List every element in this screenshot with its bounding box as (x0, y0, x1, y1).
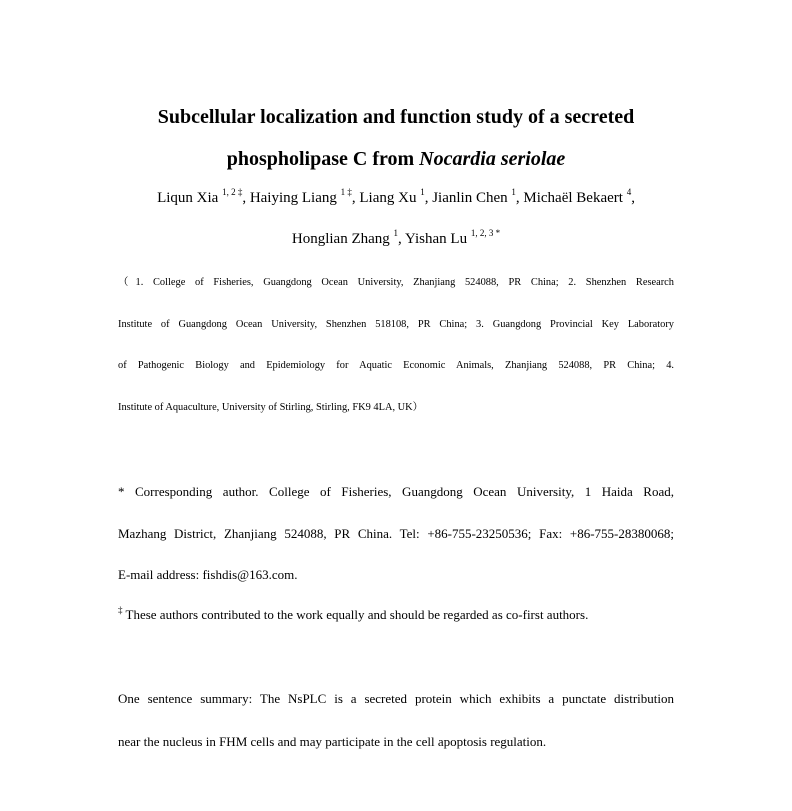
equal-contribution-note (118, 604, 674, 622)
author-affiliation-marks: 1, 2 ‡ (222, 187, 243, 197)
author-name: Liqun Xia (157, 190, 219, 206)
author-list-line-1 (0, 187, 792, 206)
affiliation-line-2: Institute of Guangdong Ocean University, Shenzhen 518108, PR China; 3. Guangdong Provincial Key Laboratory (118, 319, 674, 330)
author-name: Michaël Bekaert (523, 190, 623, 206)
correspondence-line-1: * Corresponding author. College of Fisheries, Guangdong Ocean University, 1 Haida Road, (118, 484, 674, 499)
author-affiliation-marks: 1 (420, 187, 425, 197)
author-affiliation-marks: 1 ‡ (340, 187, 352, 197)
equal-contribution-mark: ‡ (118, 604, 123, 615)
author-list-line-2 (0, 228, 792, 247)
author-separator: , (351, 190, 360, 206)
author-separator: , (515, 190, 524, 206)
affiliation-line-1: （1. College of Fisheries, Guangdong Ocean University, Zhanjiang 524088, PR China; 2. Shenzhen Research (118, 277, 674, 288)
correspondence-line-2: Mazhang District, Zhanjiang 524088, PR China. Tel: +86-755-23250536; Fax: +86-755-28380068; (118, 526, 674, 541)
author-affiliation-marks: 1 (393, 228, 399, 238)
author-name: Liang Xu (359, 190, 417, 206)
author-affiliation-marks: 1, 2, 3 * (470, 228, 501, 238)
author-affiliation-marks: 1 (511, 187, 516, 197)
equal-contribution-text: These authors contributed to the work equally and should be regarded as co-first authors. (122, 607, 589, 622)
paper-title-line-1: Subcellular localization and function study of a secreted (157, 106, 635, 128)
affiliation-line-4: Institute of Aquaculture, University of Stirling, Stirling, FK9 4LA, UK） (118, 402, 424, 413)
title-species: Nocardia seriolae (419, 148, 566, 170)
title-prefix: phospholipase C from (226, 148, 420, 170)
summary-line-1: One sentence summary: The NsPLC is a secreted protein which exhibits a punctate distribution (118, 691, 674, 706)
summary-line-2: near the nucleus in FHM cells and may participate in the cell apoptosis regulation. (118, 734, 547, 749)
author-name: Honglian Zhang (291, 231, 390, 247)
author-name: Jianlin Chen (432, 190, 508, 206)
author-name: Haiying Liang (249, 190, 337, 206)
author-separator: , (424, 190, 433, 206)
affiliation-line-3: of Pathogenic Biology and Epidemiology for Aquatic Economic Animals, Zhanjiang 524088, PR China; 4. (118, 360, 674, 371)
author-affiliation-marks: 4 (626, 187, 632, 197)
correspondence-email: E-mail address: fishdis@163.com. (118, 567, 298, 582)
author-separator: , (631, 190, 635, 206)
paper-title-line-2 (0, 149, 792, 169)
author-separator: , (242, 190, 250, 206)
author-separator: , (398, 231, 405, 247)
author-name: Yishan Lu (405, 231, 468, 247)
